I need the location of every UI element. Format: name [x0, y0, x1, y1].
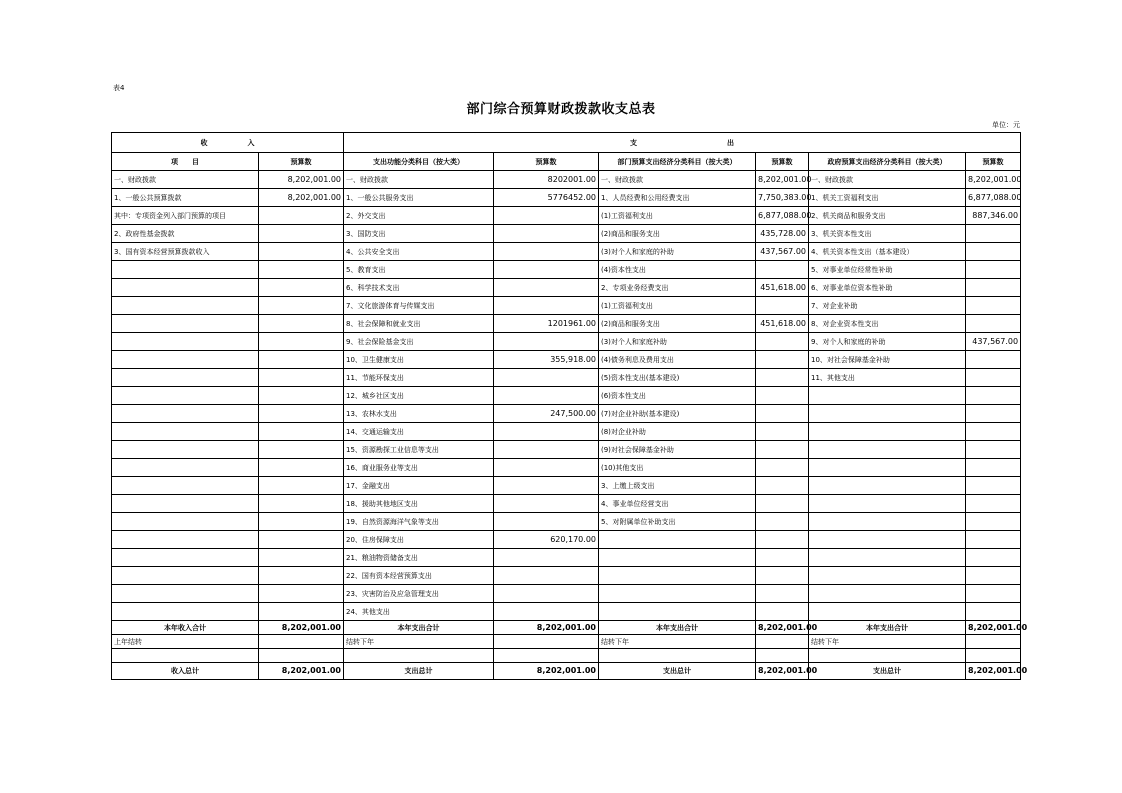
- gov-economic-amount: [966, 635, 1021, 649]
- income-section-header: [112, 133, 344, 153]
- income-amount: [259, 315, 344, 333]
- table-row: [112, 477, 1021, 495]
- income-amount: [259, 603, 344, 621]
- table-row: [112, 207, 1021, 225]
- income-item: [112, 315, 259, 333]
- gov-economic-item: 7、对企业补助: [809, 297, 966, 315]
- table-row: [112, 351, 1021, 369]
- functional-amount: [494, 369, 599, 387]
- gov-economic-amount: [966, 459, 1021, 477]
- table-row: [112, 261, 1021, 279]
- functional-amount: [494, 225, 599, 243]
- functional-amount: [494, 423, 599, 441]
- functional-amount: 1201961.00: [494, 315, 599, 333]
- functional-item: 一、财政拨款: [344, 171, 494, 189]
- table-row: [112, 279, 1021, 297]
- dept-economic-amount: [756, 635, 809, 649]
- table-row: [112, 333, 1021, 351]
- functional-amount: [494, 207, 599, 225]
- functional-item: 24、其他支出: [344, 603, 494, 621]
- gov-economic-item: 本年支出合计: [809, 621, 966, 635]
- income-amount: [259, 369, 344, 387]
- dept-economic-amount: [756, 603, 809, 621]
- functional-item: 结转下年: [344, 635, 494, 649]
- dept-economic-amount: [756, 387, 809, 405]
- income-item: 上年结转: [112, 635, 259, 649]
- dept-economic-item: 一、财政拨款: [599, 171, 756, 189]
- gov-economic-amount: [966, 225, 1021, 243]
- col-header-amount: 预算数: [259, 153, 344, 171]
- gov-economic-item: 支出总计: [809, 663, 966, 680]
- table-row: [112, 297, 1021, 315]
- functional-item: 12、城乡社区支出: [344, 387, 494, 405]
- dept-economic-item: (2)商品和服务支出: [599, 225, 756, 243]
- gov-economic-item: 4、机关资本性支出（基本建设）: [809, 243, 966, 261]
- gov-economic-item: 6、对事业单位资本性补助: [809, 279, 966, 297]
- functional-item: 23、灾害防治及应急管理支出: [344, 585, 494, 603]
- gov-economic-item: 10、对社会保障基金补助: [809, 351, 966, 369]
- dept-economic-amount: [756, 513, 809, 531]
- table-row: [112, 243, 1021, 261]
- gov-economic-item: [809, 531, 966, 549]
- dept-economic-amount: 6,877,088.00: [756, 207, 809, 225]
- totals-row: [112, 621, 1021, 635]
- gov-economic-amount: [966, 567, 1021, 585]
- functional-amount: 8,202,001.00: [494, 663, 599, 680]
- income-amount: [259, 387, 344, 405]
- gov-economic-amount: [966, 477, 1021, 495]
- functional-item: 18、援助其他地区支出: [344, 495, 494, 513]
- income-item: [112, 603, 259, 621]
- col-header-dept-economic: 部门预算支出经济分类科目（按大类）: [599, 153, 756, 171]
- table-row: [112, 531, 1021, 549]
- gov-economic-amount: 8,202,001.00: [966, 621, 1021, 635]
- functional-amount: [494, 333, 599, 351]
- income-item: [112, 279, 259, 297]
- functional-amount: [494, 441, 599, 459]
- functional-item: 3、国防支出: [344, 225, 494, 243]
- income-item: 其中：专项资金列入部门预算的项目: [112, 207, 259, 225]
- income-amount: [259, 513, 344, 531]
- dept-economic-item: 2、专项业务经费支出: [599, 279, 756, 297]
- dept-economic-item: [599, 603, 756, 621]
- gov-economic-amount: [966, 315, 1021, 333]
- dept-economic-amount: [756, 531, 809, 549]
- gov-economic-item: 1、机关工资福利支出: [809, 189, 966, 207]
- functional-item: 9、社会保险基金支出: [344, 333, 494, 351]
- gov-economic-item: [809, 513, 966, 531]
- gov-economic-amount: [966, 351, 1021, 369]
- functional-amount: [494, 459, 599, 477]
- dept-economic-amount: 437,567.00: [756, 243, 809, 261]
- dept-economic-item: (1)工资福利支出: [599, 297, 756, 315]
- empty-cell: [966, 649, 1021, 663]
- functional-item: 13、农林水支出: [344, 405, 494, 423]
- col-header-amount: 预算数: [966, 153, 1021, 171]
- table-row: [112, 495, 1021, 513]
- functional-item: 16、商业服务业等支出: [344, 459, 494, 477]
- dept-economic-item: (8)对企业补助: [599, 423, 756, 441]
- table-row: [112, 225, 1021, 243]
- expense-char-1: 支: [630, 138, 638, 147]
- gov-economic-item: [809, 441, 966, 459]
- gov-economic-item: [809, 495, 966, 513]
- col-header-amount: 预算数: [756, 153, 809, 171]
- table-row: [112, 423, 1021, 441]
- income-item: [112, 261, 259, 279]
- dept-economic-item: [599, 549, 756, 567]
- dept-economic-amount: [756, 351, 809, 369]
- table-code: 表4: [113, 84, 125, 92]
- budget-table: [111, 132, 1028, 680]
- dept-economic-item: (5)资本性支出(基本建设): [599, 369, 756, 387]
- income-amount: [259, 333, 344, 351]
- table-row: [112, 513, 1021, 531]
- income-amount: [259, 297, 344, 315]
- gov-economic-item: [809, 459, 966, 477]
- gov-economic-amount: [966, 441, 1021, 459]
- col-header-amount: 预算数: [494, 153, 599, 171]
- gov-economic-item: 11、其他支出: [809, 369, 966, 387]
- dept-economic-item: [599, 567, 756, 585]
- income-amount: [259, 261, 344, 279]
- gov-economic-amount: [966, 531, 1021, 549]
- grand-total-row: [112, 663, 1021, 680]
- income-amount: [259, 441, 344, 459]
- dept-economic-amount: 7,750,383.00: [756, 189, 809, 207]
- functional-amount: [494, 297, 599, 315]
- income-item: [112, 513, 259, 531]
- functional-amount: [494, 549, 599, 567]
- dept-economic-item: [599, 531, 756, 549]
- gov-economic-item: [809, 477, 966, 495]
- table-row: [112, 387, 1021, 405]
- empty-cell: [809, 649, 966, 663]
- table-row: [112, 441, 1021, 459]
- gov-economic-amount: [966, 297, 1021, 315]
- functional-amount: [494, 279, 599, 297]
- income-amount: [259, 351, 344, 369]
- dept-economic-amount: [756, 369, 809, 387]
- income-item: [112, 549, 259, 567]
- empty-cell: [494, 649, 599, 663]
- income-item: 本年收入合计: [112, 621, 259, 635]
- income-item: [112, 405, 259, 423]
- income-item: 一、财政拨款: [112, 171, 259, 189]
- functional-item: 20、住房保障支出: [344, 531, 494, 549]
- gov-economic-item: [809, 423, 966, 441]
- functional-amount: 620,170.00: [494, 531, 599, 549]
- functional-item: 5、教育支出: [344, 261, 494, 279]
- income-item: 3、国有资本经营预算拨款收入: [112, 243, 259, 261]
- functional-item: 21、粮油物资储备支出: [344, 549, 494, 567]
- gov-economic-amount: 6,877,088.00: [966, 189, 1021, 207]
- gov-economic-amount: [966, 549, 1021, 567]
- dept-economic-amount: 451,618.00: [756, 279, 809, 297]
- income-item: [112, 333, 259, 351]
- gov-economic-amount: [966, 495, 1021, 513]
- gov-economic-amount: 8,202,001.00: [966, 171, 1021, 189]
- dept-economic-amount: 8,202,001.00: [756, 663, 809, 680]
- carry-row: [112, 635, 1021, 649]
- table-row: [112, 405, 1021, 423]
- functional-item: 22、国有资本经营预算支出: [344, 567, 494, 585]
- gov-economic-item: [809, 603, 966, 621]
- income-amount: [259, 635, 344, 649]
- table-row: [112, 549, 1021, 567]
- functional-amount: [494, 243, 599, 261]
- empty-cell: [344, 649, 494, 663]
- income-item: [112, 423, 259, 441]
- gov-economic-item: 3、机关资本性支出: [809, 225, 966, 243]
- dept-economic-amount: 8,202,001.00: [756, 171, 809, 189]
- income-item: [112, 459, 259, 477]
- income-item: [112, 351, 259, 369]
- income-item: 1、一般公共预算拨款: [112, 189, 259, 207]
- dept-economic-amount: [756, 405, 809, 423]
- functional-item: 15、资源勘探工业信息等支出: [344, 441, 494, 459]
- income-amount: 8,202,001.00: [259, 189, 344, 207]
- dept-economic-item: (2)商品和服务支出: [599, 315, 756, 333]
- gov-economic-item: 一、财政拨款: [809, 171, 966, 189]
- dept-economic-item: 结转下年: [599, 635, 756, 649]
- gov-economic-item: [809, 405, 966, 423]
- dept-economic-amount: 435,728.00: [756, 225, 809, 243]
- income-item: [112, 297, 259, 315]
- income-amount: [259, 459, 344, 477]
- table-row: [112, 369, 1021, 387]
- dept-economic-amount: [756, 333, 809, 351]
- col-header-gov-economic: 政府预算支出经济分类科目（按大类）: [809, 153, 966, 171]
- functional-item: 19、自然资源海洋气象等支出: [344, 513, 494, 531]
- dept-economic-amount: [756, 477, 809, 495]
- income-amount: [259, 549, 344, 567]
- gov-economic-item: [809, 585, 966, 603]
- income-item: [112, 495, 259, 513]
- functional-amount: [494, 387, 599, 405]
- functional-item: 4、公共安全支出: [344, 243, 494, 261]
- dept-economic-amount: [756, 441, 809, 459]
- col-header-item: 项 目: [112, 153, 259, 171]
- table-row: [112, 189, 1021, 207]
- dept-economic-amount: [756, 549, 809, 567]
- gov-economic-amount: [966, 261, 1021, 279]
- gov-economic-item: 结转下年: [809, 635, 966, 649]
- dept-economic-amount: [756, 567, 809, 585]
- gov-economic-item: [809, 387, 966, 405]
- functional-item: 支出总计: [344, 663, 494, 680]
- page-title: 部门综合预算财政拨款收支总表: [466, 102, 656, 117]
- dept-economic-item: (3)对个人和家庭补助: [599, 333, 756, 351]
- dept-economic-item: 3、上缴上级支出: [599, 477, 756, 495]
- table-row: [112, 585, 1021, 603]
- dept-economic-amount: [756, 495, 809, 513]
- income-amount: [259, 585, 344, 603]
- functional-amount: 355,918.00: [494, 351, 599, 369]
- income-amount: 8,202,001.00: [259, 621, 344, 635]
- income-amount: 8,202,001.00: [259, 663, 344, 680]
- income-amount: [259, 567, 344, 585]
- dept-economic-item: 4、事业单位经营支出: [599, 495, 756, 513]
- functional-amount: [494, 603, 599, 621]
- gov-economic-amount: [966, 243, 1021, 261]
- gov-economic-amount: [966, 369, 1021, 387]
- functional-amount: [494, 261, 599, 279]
- income-char-2: 入: [247, 138, 255, 147]
- dept-economic-item: (4)债务利息及费用支出: [599, 351, 756, 369]
- empty-cell: [112, 649, 259, 663]
- functional-item: 8、社会保障和就业支出: [344, 315, 494, 333]
- income-item: [112, 369, 259, 387]
- gov-economic-amount: 437,567.00: [966, 333, 1021, 351]
- dept-economic-amount: [756, 261, 809, 279]
- dept-economic-amount: [756, 585, 809, 603]
- empty-cell: [756, 649, 809, 663]
- income-item: [112, 585, 259, 603]
- income-amount: [259, 243, 344, 261]
- functional-item: 14、交通运输支出: [344, 423, 494, 441]
- functional-amount: [494, 477, 599, 495]
- income-amount: [259, 279, 344, 297]
- gov-economic-amount: [966, 405, 1021, 423]
- functional-amount: [494, 567, 599, 585]
- income-amount: [259, 225, 344, 243]
- table-row: [112, 603, 1021, 621]
- income-item: [112, 567, 259, 585]
- empty-cell: [259, 649, 344, 663]
- income-amount: [259, 495, 344, 513]
- dept-economic-item: 本年支出合计: [599, 621, 756, 635]
- functional-item: 10、卫生健康支出: [344, 351, 494, 369]
- functional-amount: [494, 585, 599, 603]
- functional-item: 1、一般公共服务支出: [344, 189, 494, 207]
- expense-section-header: [344, 133, 1021, 153]
- gov-economic-amount: 887,346.00: [966, 207, 1021, 225]
- gov-economic-amount: [966, 603, 1021, 621]
- unit-label: 单位：元: [992, 121, 1020, 129]
- gov-economic-amount: [966, 513, 1021, 531]
- income-amount: [259, 207, 344, 225]
- gov-economic-item: 2、机关商品和服务支出: [809, 207, 966, 225]
- header-row-columns: [112, 153, 1021, 171]
- dept-economic-item: 1、人员经费和公用经费支出: [599, 189, 756, 207]
- income-amount: [259, 531, 344, 549]
- income-item: 2、政府性基金拨款: [112, 225, 259, 243]
- functional-item: 2、外交支出: [344, 207, 494, 225]
- col-header-functional: 支出功能分类科目（按大类）: [344, 153, 494, 171]
- dept-economic-item: (4)资本性支出: [599, 261, 756, 279]
- dept-economic-item: (3)对个人和家庭的补助: [599, 243, 756, 261]
- income-item: [112, 531, 259, 549]
- dept-economic-item: (10)其他支出: [599, 459, 756, 477]
- functional-amount: [494, 513, 599, 531]
- empty-cell: [599, 649, 756, 663]
- functional-amount: 8,202,001.00: [494, 621, 599, 635]
- functional-amount: [494, 635, 599, 649]
- income-char-1: 收: [200, 138, 208, 147]
- table-row: [112, 567, 1021, 585]
- gov-economic-item: [809, 567, 966, 585]
- dept-economic-item: (6)资本性支出: [599, 387, 756, 405]
- dept-economic-amount: [756, 459, 809, 477]
- dept-economic-amount: [756, 423, 809, 441]
- functional-item: 本年支出合计: [344, 621, 494, 635]
- dept-economic-amount: [756, 297, 809, 315]
- functional-amount: 247,500.00: [494, 405, 599, 423]
- gov-economic-amount: 8,202,001.00: [966, 663, 1021, 680]
- dept-economic-item: [599, 585, 756, 603]
- functional-item: 17、金融支出: [344, 477, 494, 495]
- income-amount: [259, 405, 344, 423]
- income-item: 收入总计: [112, 663, 259, 680]
- gov-economic-amount: [966, 387, 1021, 405]
- table-row: [112, 315, 1021, 333]
- income-amount: 8,202,001.00: [259, 171, 344, 189]
- income-amount: [259, 423, 344, 441]
- dept-economic-amount: 451,618.00: [756, 315, 809, 333]
- header-row-sections: [112, 133, 1021, 153]
- functional-item: 6、科学技术支出: [344, 279, 494, 297]
- dept-economic-item: 5、对附属单位补助支出: [599, 513, 756, 531]
- dept-economic-item: (7)对企业补助(基本建设): [599, 405, 756, 423]
- spacer-row: [112, 649, 1021, 663]
- income-item: [112, 441, 259, 459]
- gov-economic-item: 9、对个人和家庭的补助: [809, 333, 966, 351]
- expense-char-2: 出: [727, 138, 735, 147]
- gov-economic-amount: [966, 585, 1021, 603]
- functional-amount: 8202001.00: [494, 171, 599, 189]
- gov-economic-amount: [966, 423, 1021, 441]
- dept-economic-item: 支出总计: [599, 663, 756, 680]
- functional-amount: 5776452.00: [494, 189, 599, 207]
- table-row: [112, 171, 1021, 189]
- dept-economic-item: (1)工资福利支出: [599, 207, 756, 225]
- gov-economic-item: 8、对企业资本性支出: [809, 315, 966, 333]
- functional-item: 11、节能环保支出: [344, 369, 494, 387]
- functional-item: 7、文化旅游体育与传媒支出: [344, 297, 494, 315]
- functional-amount: [494, 495, 599, 513]
- gov-economic-item: [809, 549, 966, 567]
- dept-economic-amount: 8,202,001.00: [756, 621, 809, 635]
- dept-economic-item: (9)对社会保障基金补助: [599, 441, 756, 459]
- gov-economic-item: 5、对事业单位经常性补助: [809, 261, 966, 279]
- income-amount: [259, 477, 344, 495]
- income-item: [112, 477, 259, 495]
- income-item: [112, 387, 259, 405]
- table-row: [112, 459, 1021, 477]
- gov-economic-amount: [966, 279, 1021, 297]
